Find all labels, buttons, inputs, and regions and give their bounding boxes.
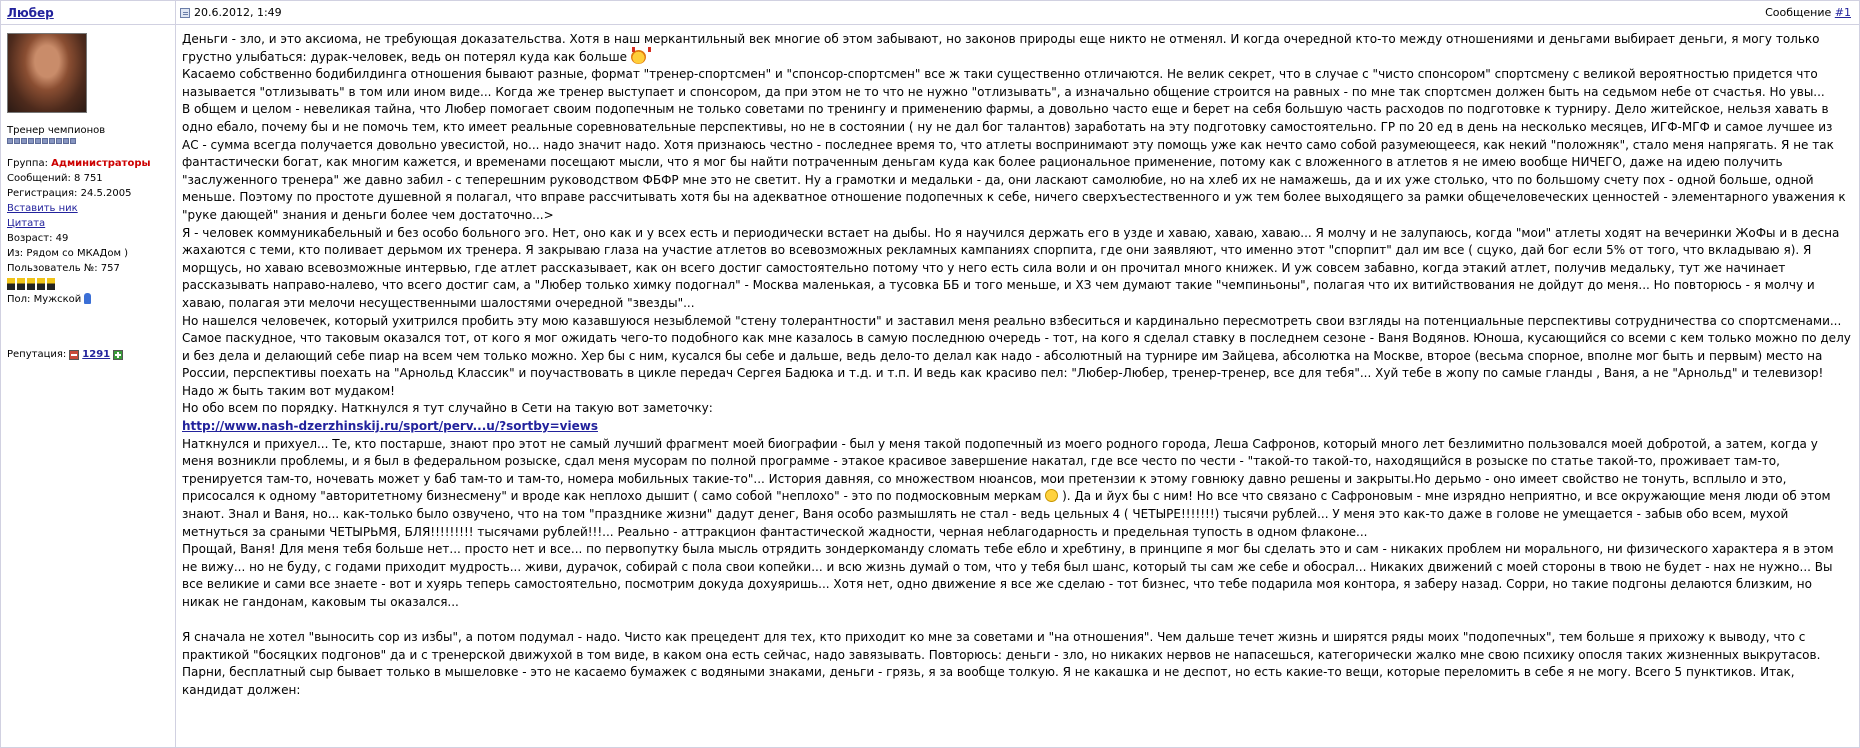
post-paragraph: Касаемо собственно бодибилдинга отношения бывают разные, формат "тренер-спортсмен" и "спонсор-спортсмен" все ж таки существенно отличаются. Не велик секрет, что в случае с "чисто спонсором" спортсмену с великой вероятностью придется что называется "отлизывать" в том или ином виде... Когда же тренер выступает и спонсором, да при этом не то что не нужно "отлизывать", а изначально общение строится на равных - по мне так спортсмен должен быть на седьмом небе от счастья. Но увы... xyxy=(182,67,1825,99)
location: Из: Рядом со МКАДом ) xyxy=(7,248,129,259)
reputation-label: Репутация: xyxy=(7,349,67,360)
post-paragraph: Я сначала не хотел "выносить сор из избы", а потом подумал - надо. Чисто как прецедент для тех, кто приходит ко мне за советами и "на отношения". Чем дальше течет жизнь и ширятся ряды моих "подопечных", тем больше я прихожу к выводу, что с практикой "босяцких подгонов" да и с тренерской движухой в том виде, в каком она есть сейчас, надо завязывать. Повторюсь: деньги - зло, но никаких нервов не напасешься, категорически жалко мне свою психику опосля таких жизненных выкрутасов. Парни, бесплатный сыр бывает только в мышеловке - это не касаемо бумажек с водяными знаками, деньги - грязь, я за вообще толкую. Я не какашка и не деспот, но есть какие-то вещи, которые переломить в себе я не могу. Всего 5 пунктиков. Итак, кандидат должен: xyxy=(182,630,1821,697)
messages-count: Сообщений: 8 751 xyxy=(7,173,103,184)
user-number: Пользователь №: 757 xyxy=(7,263,120,274)
group-label: Группа: xyxy=(7,158,52,169)
post-paragraph: Деньги - зло, и это аксиома, не требующая доказательства. Хотя в наш меркантильный век многие об этом забывают, но законов природы еще никто не отменял. И когда очередной кто-то между отношениями и деньгами выбирает деньги, я могу только грустно улыбаться: дурак-человек, ведь он потерял куда как больше xyxy=(182,32,1820,64)
crying-smiley-icon xyxy=(1045,489,1058,502)
post-paragraph: Но нашелся человечек, который ухитрился пробить эту мою казавшуюся незыблемой "стену толерантности" и заставил меня реально взбеситься и кардинально пересмотреть свои взгляды на потенциальные перспективы сотрудничества со спортсменами... Самое паскудное, что таковым оказался тот, от кого я мог ожидать чего-то подобного как мне казалось в самую последнюю очередь - тот, на кого я сделал ставку в последнем сезоне - Ваня Водянов. Юноша, кусающийся со всеми с кем только можно по делу и без дела и делающий себе пиар на всем чем только можно. Хер бы с ним, кусался бы себе и дальше, ведь дело-то делал как надо - абсолютный на турнире им Зайцева, абсолютка на Москве, второе (весьма спорное, вполне мог быть и первым) место на России, перспективы поехать на "Арнольд Классик" и поучаствовать в цикле передач Сергея Бадюка и т.д. и т.п. И ведь как красиво пел: "Любер-Любер, тренер-тренер, все для тебя"... Хуй тебе в жопу по самые гланды , Ваня, а не "Арнольд" и телевизор! Надо ж быть таким вот мудаком! xyxy=(182,313,1851,398)
post-icon xyxy=(180,8,190,18)
reputation-row xyxy=(7,347,169,362)
gender-row xyxy=(7,292,169,307)
post-body xyxy=(1,25,1859,747)
devil-smiley-icon xyxy=(631,50,646,64)
author-sidebar xyxy=(1,25,176,747)
reputation-plus-icon[interactable] xyxy=(113,350,123,360)
group-row xyxy=(7,156,169,171)
external-link[interactable]: http://www.nash-dzerzhinskij.ru/sport/perv...u/?sortby=views xyxy=(182,419,598,434)
age: Возраст: 49 xyxy=(7,233,69,244)
male-icon xyxy=(84,293,91,304)
reputation-value[interactable]: 1291 xyxy=(82,349,111,360)
author-name-link[interactable]: Любер xyxy=(7,5,54,20)
quote-link[interactable]: Цитата xyxy=(7,218,46,229)
message-label: Сообщение xyxy=(1765,6,1835,19)
insert-nick-link[interactable]: Вставить ник xyxy=(7,203,78,214)
post-date-cell xyxy=(176,6,1765,19)
post-date: 20.6.2012, 1:49 xyxy=(194,6,282,19)
post-paragraph: Прощай, Ваня! Для меня тебя больше нет... просто нет и все... по первопутку была мысль отрядить зондеркоманду сломать тебе ебло и хребтину, в принципе я мог бы сделать это и сам - никаких проблем ни морального, ни физического характера я в этом не вижу... но не буду, с годами приходит мудрость... живи, дурачок, собирай с пола свои копейки... и всю жизнь думай о том, что у тебя был шанс, который ты сам же себе и обосрал... Никаких движений с моей стороны в твою не будет - нах не нужно... Вы все великие и сами все знаете - вот и хуярь теперь самостоятельно, посмотрим докуда дохуяришь... Хотя нет, одно движение я все же сделаю - тот бизнес, что тебе подарила моя контора, я заберу назад. Сорри, но такие подгоны делаются близким, но никак не гандонам, каковым ты оказался... xyxy=(182,542,1834,609)
reputation-minus-icon[interactable] xyxy=(69,350,79,360)
post-paragraph: В общем и целом - невеликая тайна, что Любер помогает своим подопечным не только советами по тренингу и применению фармы, а довольно часто еще и берет на себя большую часть расходов по подготовке к турниру. Дело житейское, нельзя хавать в одно ебало, почему бы и не помочь тем, кто имеет реальные соревновательные перспективы, но не в состоянии ( ну не дал бог талантов) заработать на эту подготовку самостоятельно. ГР по 20 ед в день на несколько месяцев, ИГФ-МГФ и самое лучшее из АС - сумма всегда получается довольно увесистой, но... надо значит надо. Хотя признаюсь честно - последнее время то, что атлеты воспринимают эту помощь уже как нечто само собой разумеющееся, как некий "положняк", стало меня напрягать. Я не так фантастически богат, как многим кажется, и временами посещают мысли, что я мог бы найти потраченным деньгам куда как более рациональное применение, потому как с вложенного в атлетов я не имею вообще НИЧЕГО, даже на идею получить "заслуженного тренера" же давно забил - с теперешним руководством ФБФР мне это не светит. Ну а грамотки и медальки - да, они ласкают самолюбие, но на хлеб их не намажешь, да и их уже столько, что по большому счету пох - одной больше, одной меньше. Поэтому по простоте душевной я полагал, что вправе рассчитывать хотя бы на адекватное отношение подопечных к себе, ничего сверхъестественного и уж тем более выходящего за рамки общечеловеческих ценностей - элементарного уважения к "руке дающей" знания и деньги более чем достаточно...> xyxy=(182,102,1846,222)
post-header xyxy=(1,1,1859,25)
post-paragraph: Но обо всем по порядку. Наткнулся я тут случайно в Сети на такую вот заметочку: xyxy=(182,401,713,416)
post-paragraph: Наткнулся и прихуел... Те, кто постарше, знают про этот не самый лучший фрагмент моей биографии - был у меня такой подопечный из моего родного города, Леша Сафронов, который много лет безлимитно пользовался моей добротой, а затем, когда у меня возникли проблемы, и я был в федеральном розыске, сдал меня мусорам по полной программе - этакое красивое завершение накатал, где все често по чести - "такой-то такой-то, находящийся в розыске по статье такой-то, проживает там-то, тренируется там-то, ночевать может у баб там-то и там-то, номера мобильных такие-то"... История давняя, со множеством нюансов, мои претензии к этому говнюку давно решены и закрыты.Но дерьмо - оно имеет свойство не тонуть, всплыло и это, присосался к одному "авторитетному бизнесмену" и вроде как неплохо дышит ( само собой "неплохо" - это по подмосковным меркам ). Да и йух бы с ним! Но все что связано с Сафроновым - мне изрядно неприятно, и все окружающие меня люди об этом знают. Знал и Ваня, но... как-только было озвучено, что на том "празднике жизни" дадут денег, Ваня особо размышлять не стал - ведь цельных 4 ( ЧЕТЫРЕ!!!!!!!) тысячи рублей... У меня это как-то даже в голове не умещается - забыв обо всем, мухой метнуться за сраными ЧЕТЫРЬМЯ, БЛЯ!!!!!!!!! тысячами рублей!!!... Реально - аттракцион фантастической жадности, черная неблагодарность и предельная тупость в одном флаконе... xyxy=(182,436,1831,539)
medals-icon xyxy=(7,278,169,290)
author-cell xyxy=(1,1,176,24)
message-number-cell xyxy=(1765,6,1859,19)
registration-date: Регистрация: 24.5.2005 xyxy=(7,188,132,199)
gender: Пол: Мужской xyxy=(7,294,82,305)
blank-line xyxy=(182,612,1851,630)
message-number-link[interactable]: #1 xyxy=(1834,6,1851,19)
post-paragraph: Я - человек коммуникабельный и без особо больного эго. Нет, оно как и у всех есть и периодически встает на дыбы. Но я научился держать его в узде и хаваю, хаваю, хаваю... Я молчу и не залупаюсь, когда "мои" атлеты ходят на вечеринки ЖоФы и в десна жахаются с теми, кто поливает дерьмом их тренера. Я закрываю глаза на участие атлетов во всевозможных рекламных кампаниях спорпита, где они заявляют, что именно этот "спорпит" дал им все ( сцуко, дай бог если 5% от того, что вкладываю я). Я морщусь, но хаваю всевозможные интервью, где атлет рассказывает, как он всего достиг самостоятельно потому что у него есть сила воли и он прочитал много книжек. И уж совсем забавно, когда этакий атлет, получив медальку, тут же начинает рассказывать направо-налево, что всего достиг сам, а "Любер только химку подогнал" - Москва маленькая, а тусовка ББ и того меньше, и ХЗ чем думают такие "чемпиньоны", полагая что их витийствования не дойдут до меня... Но повторюсь - я молчу и хаваю, полагая эти мелочи несущественными шалостями очередной "звезды"... xyxy=(182,225,1840,310)
rank-stars-icon xyxy=(7,138,169,144)
avatar xyxy=(7,33,87,113)
post-content xyxy=(176,25,1859,747)
rank-title: Тренер чемпионов xyxy=(7,125,106,136)
group-value: Администраторы xyxy=(51,158,151,169)
